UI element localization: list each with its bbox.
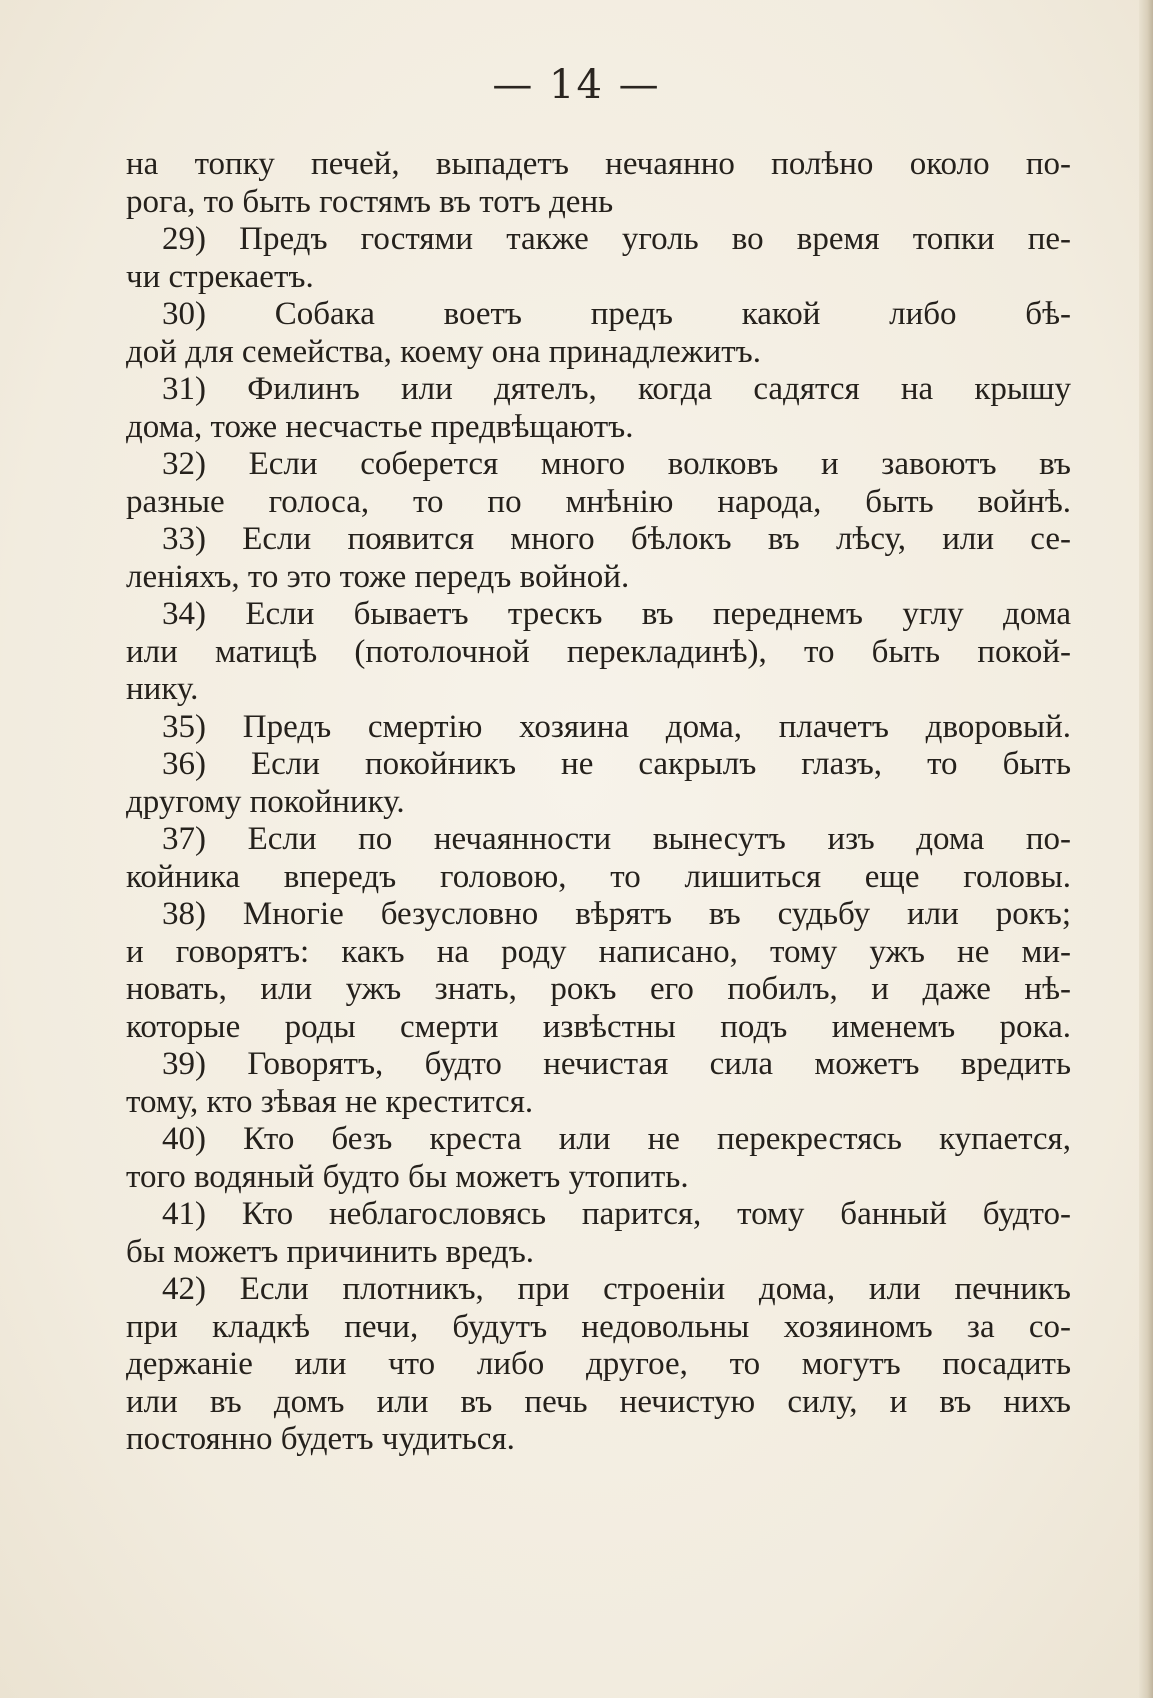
text-line: 29) Предъ гостями также уголь во время топки пе- bbox=[162, 221, 1071, 257]
text-line: 41) Кто неблагословясь парится, тому банный будто- bbox=[162, 1196, 1071, 1232]
page-number: — 14 — bbox=[492, 62, 661, 108]
text-line: 33) Если появится много бѣлокъ въ лѣсу, или се- bbox=[162, 521, 1071, 557]
text-line: на топку печей, выпадетъ нечаянно полѣно около по- bbox=[126, 146, 1071, 182]
page-edge bbox=[1139, 0, 1153, 1698]
body-text bbox=[126, 146, 1071, 1459]
text-line: 31) Филинъ или дятелъ, когда садятся на крышу bbox=[162, 371, 1071, 407]
text-line: бы можетъ причинить вредъ. bbox=[126, 1233, 535, 1270]
text-line: рога, то быть гостямъ въ тотъ день bbox=[126, 183, 614, 220]
text-line: постоянно будетъ чудиться. bbox=[126, 1421, 515, 1457]
text-line: и говорятъ: какъ на роду написано, тому ужъ не ми- bbox=[126, 933, 1071, 970]
text-line: 38) Многіе безусловно вѣрятъ въ судьбу или рокъ; bbox=[162, 896, 1071, 932]
text-line: тому, кто зѣвая не крестится. bbox=[126, 1083, 534, 1120]
text-line: разные голоса, то по мнѣнію народа, быть войнѣ. bbox=[126, 483, 1071, 520]
text-line: 37) Если по нечаянности вынесутъ изъ дома по- bbox=[162, 821, 1071, 857]
text-line: 42) Если плотникъ, при строеніи дома, или печникъ bbox=[162, 1271, 1071, 1307]
text-line: держаніе или что либо другое, то могутъ посадить bbox=[126, 1346, 1071, 1382]
text-line: 39) Говорятъ, будто нечистая сила можетъ вредить bbox=[162, 1046, 1071, 1082]
text-line: дома, тоже несчастье предвѣщаютъ. bbox=[126, 408, 634, 445]
text-line: 36) Если покойникъ не сакрылъ глазъ, то быть bbox=[162, 746, 1071, 782]
text-line: 40) Кто безъ креста или не перекрестясь купается, bbox=[162, 1121, 1071, 1157]
text-line: при кладкѣ печи, будутъ недовольны хозяиномъ за со- bbox=[126, 1308, 1071, 1345]
text-line: другому покойнику. bbox=[126, 783, 405, 820]
text-line: новать, или ужъ знать, рокъ его побилъ, и даже нѣ- bbox=[126, 971, 1071, 1007]
text-line: чи стрекаетъ. bbox=[126, 258, 314, 295]
text-line: или матицѣ (потолочной перекладинѣ), то быть покой- bbox=[126, 633, 1071, 670]
text-line: 30) Собака воетъ предъ какой либо бѣ- bbox=[162, 296, 1071, 332]
text-line: дой для семейства, коему она принадлежитъ. bbox=[126, 333, 761, 370]
text-line: 35) Предъ смертію хозяина дома, плачетъ дворовый. bbox=[162, 708, 1071, 745]
text-line: которые роды смерти извѣстны подъ именемъ рока. bbox=[126, 1008, 1071, 1045]
text-line: 34) Если бываетъ трескъ въ переднемъ углу дома bbox=[162, 596, 1071, 632]
text-line: 32) Если соберется много волковъ и завоютъ въ bbox=[162, 446, 1071, 482]
text-line: нику. bbox=[126, 671, 199, 707]
text-line: того водяный будто бы можетъ утопить. bbox=[126, 1158, 689, 1195]
text-line: леніяхъ, то это тоже передъ войной. bbox=[126, 558, 630, 595]
text-line: койника впередъ головою, то лишиться еще головы. bbox=[126, 858, 1071, 895]
text-line: или въ домъ или въ печь нечистую силу, и въ нихъ bbox=[126, 1383, 1071, 1420]
